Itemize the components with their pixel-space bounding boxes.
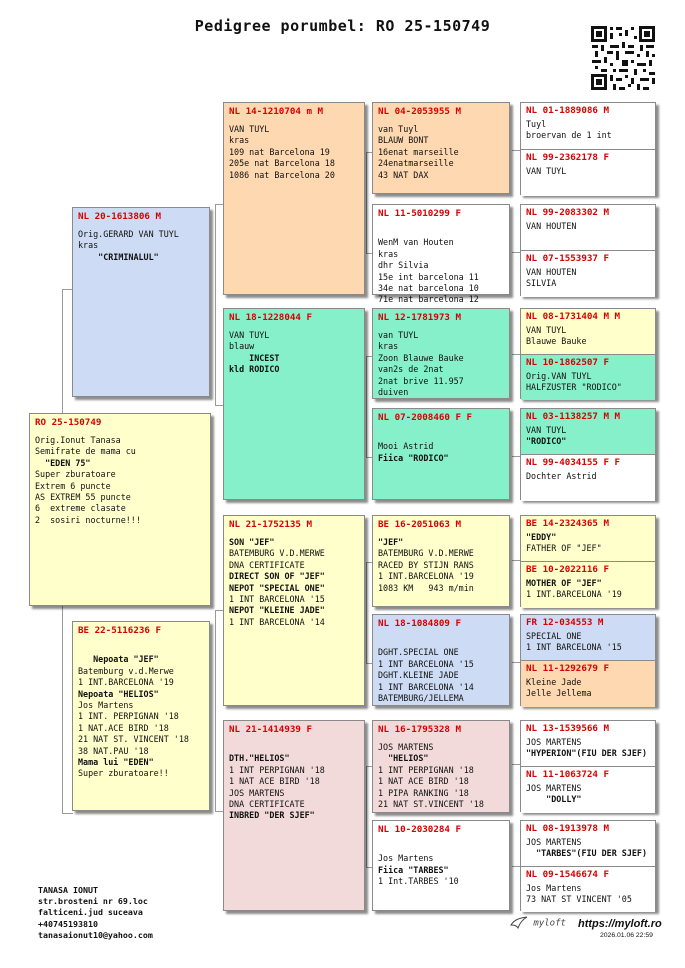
connector-line	[512, 662, 520, 663]
pedigree-line: Mama lui "EDEN"	[78, 757, 154, 768]
pedigree-line: Dochter Astrid	[526, 471, 597, 481]
pedigree-line: 1 NAT.ACE BIRD '18	[78, 722, 169, 733]
pedigree-line: Kleine Jade	[526, 677, 582, 687]
ancestor-card[interactable]	[521, 455, 655, 501]
pedigree-line: 71e nat barcelona 12	[378, 294, 479, 305]
ring-number: NL 16-1795328 M	[378, 724, 461, 735]
dam-card[interactable]	[72, 621, 210, 811]
pedigree-line: 34e nat barcelona 10	[378, 283, 479, 294]
ring-number: NL 12-1781973 M	[378, 312, 461, 323]
pedigree-line: 21 NAT ST. VINCENT '18	[78, 734, 189, 745]
pedigree-line: 2 sosiri nocturne!!!	[35, 514, 141, 525]
owner-name: TANASA IONUT	[38, 885, 98, 895]
pedigree-line: VAN TUYL	[229, 124, 270, 134]
pedigree-line: "DOLLY"	[526, 794, 582, 805]
pedigree-line: "EDEN 75"	[35, 457, 91, 468]
owner-city: falticeni.jud suceava	[38, 907, 143, 918]
ancestor-pair-card	[520, 102, 656, 195]
great-grandparent-card[interactable]	[372, 308, 510, 399]
print-date: 2026.01.06 22:59	[600, 932, 653, 939]
pedigree-line: HALFZUSTER "RODICO"	[526, 382, 622, 393]
subject-card[interactable]	[29, 413, 211, 606]
page-title: Pedigree porumbel: RO 25-150749	[194, 17, 491, 35]
pedigree-line: 1083 KM 943 m/min	[378, 582, 474, 593]
ring-number: RO 25-150749	[35, 417, 102, 428]
pedigree-line: duiven	[378, 387, 409, 398]
great-grandparent-card[interactable]	[372, 515, 510, 607]
pedigree-line: "EDDY"	[526, 532, 557, 542]
pedigree-line: Jos Martens	[526, 883, 582, 893]
pedigree-line: 1 INT BARCELONA '15	[526, 642, 622, 653]
ring-number: NL 11-1292679 F	[526, 663, 609, 674]
pedigree-line	[378, 636, 504, 647]
pedigree-line: blauw	[229, 341, 255, 352]
ancestor-card[interactable]	[521, 205, 655, 250]
pedigree-line: VAN TUYL	[229, 330, 270, 340]
pedigree-line: Batemburg v.d.Merwe	[78, 665, 174, 676]
ancestor-pair-card	[520, 720, 656, 812]
ring-number: NL 10-2030284 F	[378, 824, 461, 835]
pedigree-line: 73 NAT ST VINCENT '05	[526, 894, 632, 905]
pedigree-line: 1 INT PERPIGNAN '18	[229, 764, 325, 775]
grandparent-card[interactable]	[223, 308, 365, 500]
pedigree-line: NEPOT "KLEINE JADE"	[229, 605, 325, 616]
pedigree-line: kras	[78, 240, 99, 251]
pedigree-line: VAN TUYL	[526, 325, 567, 335]
ring-number: NL 11-1063724 F	[526, 769, 609, 780]
pedigree-line: Super zburatoare	[35, 469, 116, 480]
pedigree-line: BATEMBURG V.D.MERWE	[229, 548, 325, 559]
great-grandparent-card[interactable]	[372, 408, 510, 500]
ring-number: NL 21-1414939 F	[229, 724, 312, 735]
ancestor-pair-card	[520, 308, 656, 399]
pedigree-line: Orig.VAN TUYL	[526, 371, 592, 381]
pedigree-line: INBRED "DER SJEF"	[229, 810, 315, 821]
ring-number: NL 08-1731404 M M	[526, 311, 621, 322]
connector-line	[512, 150, 520, 151]
pedigree-line: 1 INT BARCELONA '14	[378, 681, 474, 692]
pedigree-line: DNA CERTIFICATE	[229, 559, 305, 570]
pedigree-line: dhr Silvia	[378, 260, 429, 271]
ring-number: NL 13-1539566 M	[526, 723, 609, 734]
pedigree-line: WenM van Houten	[378, 237, 454, 248]
pedigree-line: broervan de 1 int	[526, 130, 612, 141]
connector-line	[512, 252, 520, 253]
pedigree-line: 1 INT BARCELONA '15	[229, 594, 325, 605]
pedigree-line: 1 INT.BARCELONA '19	[378, 571, 474, 582]
ancestor-pair-card	[520, 515, 656, 607]
owner-street: str.brosteni nr 69.loc	[38, 896, 148, 907]
pedigree-line: 6 extreme clasate	[35, 503, 126, 514]
pedigree-line: BLAUW BONT	[378, 135, 429, 146]
ancestor-pair-card	[520, 408, 656, 500]
pedigree-line: "TARBES"(FIU DER SJEF)	[526, 848, 648, 859]
pedigree-line: 1 INT PERPIGNAN '18	[378, 764, 474, 775]
pedigree-line: Jos Martens	[78, 700, 134, 711]
pedigree-line: Tuyl	[526, 119, 547, 129]
pedigree-line: van2s de 2nat	[378, 364, 444, 375]
pedigree-line: Zoon Blauwe Bauke	[378, 352, 464, 363]
pedigree-line: "RODICO"	[526, 436, 567, 447]
pedigree-line: 1 NAT ACE BIRD '18	[378, 776, 469, 787]
pedigree-line: 1 INT BARCELONA '14	[229, 616, 325, 627]
pedigree-line: kras	[378, 341, 399, 352]
ancestor-card[interactable]	[521, 150, 655, 196]
connector-line	[512, 764, 520, 765]
connector-line	[512, 354, 520, 355]
pigeon-icon	[510, 916, 528, 930]
ancestor-card[interactable]	[521, 661, 655, 707]
connector-line	[512, 456, 520, 457]
pedigree-line: Nepoata "HELIOS"	[78, 688, 159, 699]
ancestor-card[interactable]	[521, 867, 655, 912]
pedigree-line: DIRECT SON OF "JEF"	[229, 571, 325, 582]
ancestor-pair-card	[520, 614, 656, 706]
qr-code-icon	[590, 25, 656, 91]
pedigree-line: Orig.GERARD VAN TUYL	[78, 229, 179, 239]
pedigree-line: 1086 nat Barcelona 20	[229, 169, 335, 180]
ring-number: NL 10-1862507 F	[526, 357, 609, 368]
pedigree-line: 1 NAT ACE BIRD '18	[229, 776, 320, 787]
pedigree-line: DTH."HELIOS"	[229, 753, 290, 764]
ring-number: NL 20-1613806 M	[78, 211, 161, 222]
ring-number: NL 18-1228044 F	[229, 312, 312, 323]
ancestor-card[interactable]	[521, 103, 655, 149]
owner-email: tanasaionut10@yahoo.com	[38, 929, 153, 940]
ancestor-card[interactable]	[521, 409, 655, 454]
myloft-logo	[510, 916, 566, 930]
pedigree-line: 205e nat Barcelona 18	[229, 158, 335, 169]
pedigree-line: VAN HOUTEN	[526, 267, 577, 277]
ancestor-card[interactable]	[521, 615, 655, 660]
pedigree-line: kld RODICO	[229, 364, 280, 375]
owner-info	[38, 885, 153, 941]
pedigree-line: 21 NAT ST.VINCENT '18	[378, 799, 484, 810]
pedigree-line: van TUYL	[378, 330, 419, 340]
ring-number: NL 21-1752135 M	[229, 519, 312, 530]
pedigree-line	[78, 643, 204, 654]
pedigree-line: 2nat brive 11.957	[378, 375, 464, 386]
ring-number: NL 03-1138257 M M	[526, 411, 621, 422]
ancestor-card[interactable]	[521, 721, 655, 766]
pedigree-line: BATEMBURG/JELLEMA	[378, 693, 464, 704]
ring-number: BE 14-2324365 M	[526, 518, 609, 529]
pedigree-line: JOS MARTENS	[378, 742, 434, 752]
connector-line	[512, 560, 520, 561]
pedigree-line: DGHT.KLEINE JADE	[378, 670, 459, 681]
pedigree-line: 1 INT. PERPIGNAN '18	[78, 711, 179, 722]
ancestor-card[interactable]	[521, 251, 655, 297]
pedigree-line: JOS MARTENS	[229, 787, 285, 798]
pedigree-line: Jos Martens	[378, 853, 434, 864]
ancestor-card[interactable]	[521, 821, 655, 866]
pedigree-line: "JEF"	[378, 537, 404, 547]
connector-line	[512, 866, 520, 867]
ancestor-card[interactable]	[521, 516, 655, 561]
pedigree-line: JOS MARTENS	[526, 783, 582, 793]
pedigree-line: 15e int barcelona 11	[378, 271, 479, 282]
ring-number: BE 16-2051063 M	[378, 519, 461, 530]
ring-number: NL 11-5010299 F	[378, 208, 461, 219]
pedigree-line: DNA CERTIFICATE	[229, 799, 305, 810]
grandparent-card[interactable]	[223, 720, 365, 911]
pedigree-line: MOTHER OF "JEF"	[526, 578, 602, 588]
ring-number: NL 99-4034155 F F	[526, 457, 621, 468]
pedigree-line: Orig.Ionut Tanasa	[35, 435, 121, 445]
pedigree-line: AS EXTREM 55 puncte	[35, 492, 131, 503]
ancestor-card[interactable]	[521, 562, 655, 608]
pedigree-line	[378, 226, 504, 237]
pedigree-line: 43 NAT DAX	[378, 169, 429, 180]
grandparent-card[interactable]	[223, 102, 365, 295]
ring-number: FR 12-034553 M	[526, 617, 604, 628]
pedigree-line: VAN TUYL	[526, 166, 567, 176]
pedigree-line: "HYPERION"(FIU DER SJEF)	[526, 748, 648, 759]
pedigree-line	[229, 742, 359, 753]
ring-number: BE 10-2022116 F	[526, 564, 609, 575]
pedigree-line: 1 INT BARCELONA '15	[378, 658, 474, 669]
ring-number: NL 14-1210704 m M	[229, 106, 324, 117]
pedigree-line: "CRIMINALUL"	[78, 251, 159, 262]
site-link[interactable]: https://myloft.ro	[578, 918, 662, 930]
pedigree-line: Super zburatoare!!	[78, 768, 169, 779]
sire-card[interactable]	[72, 207, 210, 397]
ring-number: NL 99-2362178 F	[526, 152, 609, 163]
grandparent-card[interactable]	[223, 515, 365, 706]
great-grandparent-card[interactable]	[372, 720, 510, 813]
pedigree-line: 1 INT.BARCELONA '19	[78, 677, 174, 688]
ring-number: NL 07-2008460 F F	[378, 412, 473, 423]
pedigree-line: Fiica "TARBES"	[378, 864, 449, 875]
pedigree-line: BATEMBURG V.D.MERWE	[378, 548, 474, 559]
pedigree-line	[378, 842, 504, 853]
pedigree-line: "HELIOS"	[378, 753, 429, 764]
pedigree-line: SPECIAL ONE	[526, 631, 582, 641]
pedigree-line: kras	[378, 248, 399, 259]
ring-number: BE 22-5116236 F	[78, 625, 161, 636]
ring-number: NL 01-1889086 M	[526, 105, 609, 116]
ring-number: NL 08-1913978 M	[526, 823, 609, 834]
ancestor-pair-card	[520, 204, 656, 296]
pedigree-line: RACED BY STIJN RANS	[378, 559, 474, 570]
pedigree-line: 1 PIPA RANKING '18	[378, 787, 469, 798]
pedigree-line: SILVIA	[526, 278, 557, 289]
pedigree-line: kras	[229, 135, 250, 146]
ring-number: NL 07-1553937 F	[526, 253, 609, 264]
pedigree-line: SON "JEF"	[229, 537, 275, 547]
pedigree-line: van Tuyl	[378, 124, 419, 134]
pedigree-line: 109 nat Barcelona 19	[229, 146, 330, 157]
logo-text: myloft	[533, 918, 566, 929]
pedigree-line: 1 Int.TARBES '10	[378, 876, 459, 887]
pedigree-line: Semifrate de mama cu	[35, 446, 136, 457]
great-grandparent-card[interactable]	[372, 102, 510, 194]
pedigree-line: Mooi Astrid	[378, 441, 434, 452]
pedigree-line: Fiica "RODICO"	[378, 452, 449, 463]
ring-number: NL 18-1084809 F	[378, 618, 461, 629]
pedigree-line: Nepoata "JEF"	[78, 654, 159, 665]
pedigree-line: Jelle Jellema	[526, 688, 592, 699]
ring-number: NL 99-2083302 M	[526, 207, 609, 218]
pedigree-line: FATHER OF "JEF"	[526, 543, 602, 554]
pedigree-line: 24enatmarseille	[378, 158, 454, 169]
pedigree-line: Blauwe Bauke	[526, 336, 587, 347]
ancestor-card[interactable]	[521, 355, 655, 400]
pedigree-line: 16enat marseille	[378, 146, 459, 157]
great-grandparent-card[interactable]	[372, 614, 510, 706]
pedigree-line: VAN HOUTEN	[526, 221, 577, 231]
pedigree-line: JOS MARTENS	[526, 837, 582, 847]
pedigree-line	[378, 430, 504, 441]
ancestor-card[interactable]	[521, 767, 655, 813]
ancestor-card[interactable]	[521, 309, 655, 354]
pedigree-line: DGHT.SPECIAL ONE	[378, 647, 459, 658]
pedigree-line: JOS MARTENS	[526, 737, 582, 747]
pedigree-line: INCEST	[229, 352, 280, 363]
great-grandparent-card[interactable]	[372, 204, 510, 305]
ancestor-pair-card	[520, 820, 656, 911]
great-grandparent-card[interactable]	[372, 820, 510, 911]
pedigree-line: 38 NAT.PAU '18	[78, 745, 149, 756]
owner-phone: +40745193810	[38, 918, 98, 929]
pedigree-line: VAN TUYL	[526, 425, 567, 435]
pedigree-line: Extrem 6 puncte	[35, 480, 111, 491]
pedigree-line: 1 INT.BARCELONA '19	[526, 589, 622, 600]
pedigree-line: NEPOT "SPECIAL ONE"	[229, 582, 325, 593]
ring-number: NL 04-2053955 M	[378, 106, 461, 117]
ring-number: NL 09-1546674 F	[526, 869, 609, 880]
